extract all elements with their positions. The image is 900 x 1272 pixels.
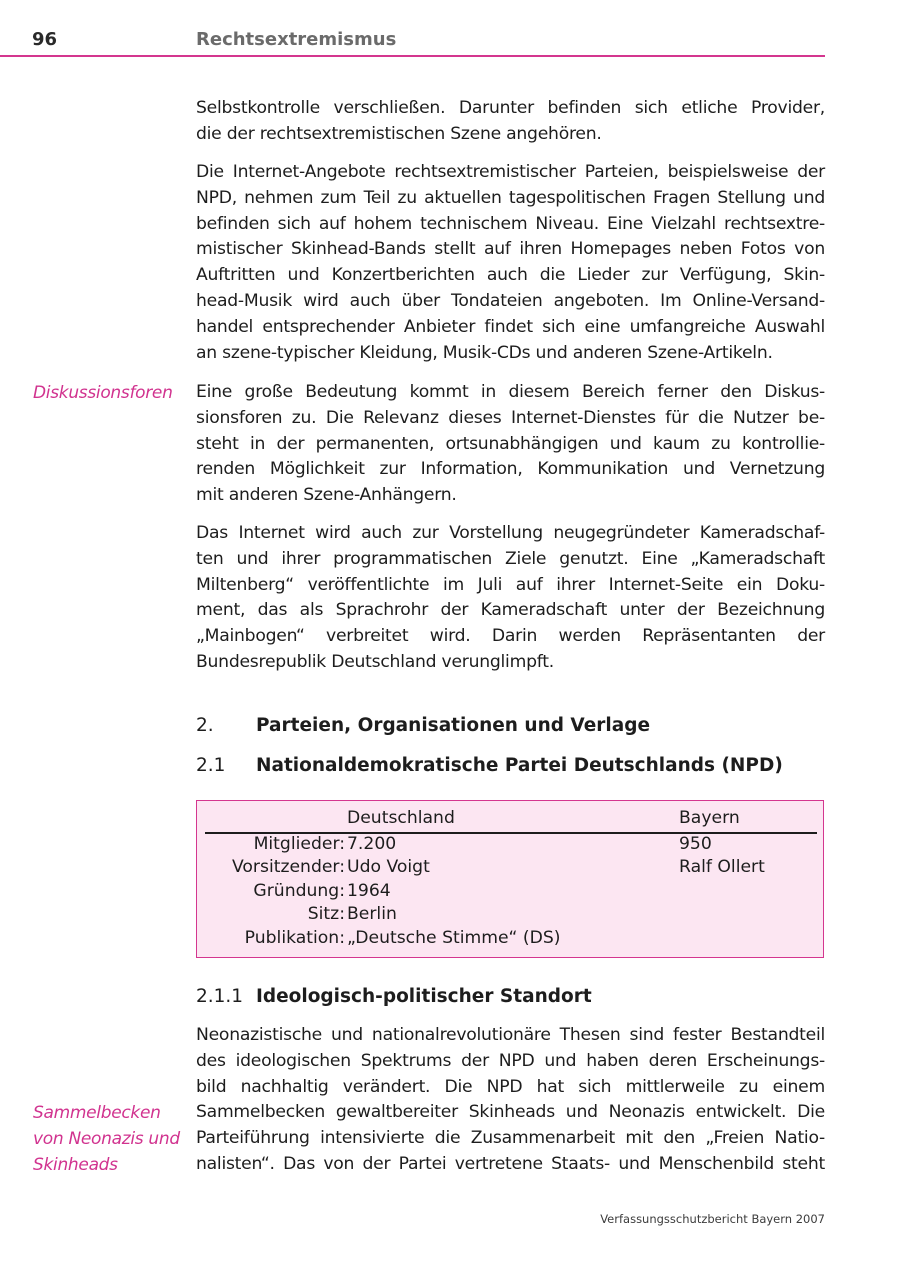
text-line: NPD, nehmen zum Teil zu aktuellen tagespolitischen Fragen Stellung und — [196, 187, 825, 208]
paragraph-2 — [196, 160, 825, 366]
running-head: Rechtsextremismus — [196, 29, 397, 50]
text-line: befinden sich auf hohem technischem Niveau. Eine Vielzahl rechtsextre- — [196, 213, 825, 234]
header-rule — [0, 55, 825, 57]
row-label: Publikation: — [244, 928, 345, 948]
section-heading-2 — [196, 715, 650, 736]
page-footer: Verfassungsschutzbericht Bayern 2007 — [600, 1212, 825, 1226]
value-bayern: Ralf Ollert — [679, 857, 765, 877]
text-line: handel entsprechender Anbieter findet sich eine umfangreiche Auswahl — [196, 316, 825, 337]
text-line: die der rechtsextremistischen Szene angehören. — [196, 123, 602, 144]
margin-note-line: Skinheads — [33, 1155, 118, 1175]
column-header-deutschland: Deutschland — [347, 808, 455, 828]
text-line: Das Internet wird auch zur Vorstellung neugegründeter Kameradschaf- — [196, 523, 825, 543]
text-line: Selbstkontrolle verschließen. Darunter befinden sich etliche Provider, — [196, 98, 825, 118]
text-line: „Mainbogen“ verbreitet wird. Darin werden Repräsentanten der — [196, 626, 825, 647]
section-title: Ideologisch-politischer Standort — [256, 986, 592, 1007]
margin-note-line: von Neonazis und — [33, 1129, 180, 1149]
text-line: bild nachhaltig verändert. Die NPD hat sich mittlerweile zu einem — [196, 1076, 825, 1097]
facts-row-mitglieder — [197, 834, 823, 858]
paragraph-3 — [196, 380, 825, 509]
value-deutschland: Udo Voigt — [347, 857, 430, 877]
facts-row-sitz — [197, 904, 823, 928]
text-line: Auftritten und Konzertberichten auch die Lieder zur Verfügung, Skin- — [196, 265, 825, 286]
facts-row-publikation — [197, 928, 823, 952]
section-number: 2.1.1 — [196, 986, 244, 1007]
facts-row-gruendung — [197, 881, 823, 905]
text-line: nalisten“. Das von der Partei vertretene Staats- und Menschenbild steht — [196, 1153, 825, 1174]
row-label: Mitglieder: — [253, 834, 345, 854]
text-line: Neonazistische und nationalrevolutionäre Thesen sind fester Bestandteil — [196, 1025, 825, 1045]
paragraph-4 — [196, 521, 825, 676]
text-line: Die Internet-Angebote rechtsextremistischer Parteien, beispielsweise der — [196, 162, 825, 182]
margin-note-sammelbecken — [33, 1100, 193, 1178]
margin-note-diskussionsforen: Diskussionsforen — [33, 383, 173, 403]
text-line: head-Musik wird auch über Tondateien angeboten. Im Online-Versand- — [196, 290, 825, 311]
section-number: 2.1 — [196, 755, 226, 776]
text-line: mit anderen Szene-Anhängern. — [196, 485, 457, 506]
section-heading-2-1-1 — [196, 986, 592, 1007]
section-title: Nationaldemokratische Partei Deutschlands (NPD) — [256, 755, 783, 776]
margin-note-line: Sammelbecken — [33, 1103, 161, 1123]
row-label: Vorsitzender: — [231, 857, 345, 877]
text-line: mistischer Skinhead-Bands stellt auf ihren Homepages neben Fotos von — [196, 239, 825, 260]
text-line: renden Möglichkeit zur Information, Kommunikation und Vernetzung — [196, 459, 825, 480]
text-line: Miltenberg“ veröffentlichte im Juli auf ihrer Internet-Seite ein Doku- — [196, 574, 825, 595]
section-heading-2-1 — [196, 755, 783, 776]
value-bayern: 950 — [679, 834, 712, 854]
paragraph-5 — [196, 1023, 825, 1178]
page-number: 96 — [32, 29, 58, 50]
text-line: Bundesrepublik Deutschland verunglimpft. — [196, 651, 554, 672]
text-line: an szene-typischer Kleidung, Musik-CDs und anderen Szene-Artikeln. — [196, 342, 773, 363]
text-line: Parteiführung intensivierte die Zusammenarbeit mit den „Freien Natio- — [196, 1128, 825, 1149]
value-deutschland: 1964 — [347, 881, 391, 901]
row-label: Sitz: — [307, 904, 345, 924]
text-line: Eine große Bedeutung kommt in diesem Bereich ferner den Diskus- — [196, 382, 825, 402]
value-deutschland: 7.200 — [347, 834, 397, 854]
text-line: ten und ihrer programmatischen Ziele genutzt. Eine „Kameradschaft — [196, 548, 825, 569]
value-deutschland: „Deutsche Stimme“ (DS) — [347, 928, 561, 948]
section-title: Parteien, Organisationen und Verlage — [256, 715, 651, 736]
facts-row-vorsitzender — [197, 857, 823, 881]
text-line: sionsforen zu. Die Relevanz dieses Internet-Dienstes für die Nutzer be- — [196, 407, 825, 428]
column-header-bayern: Bayern — [679, 808, 740, 828]
text-line: des ideologischen Spektrums der NPD und haben deren Erscheinungs- — [196, 1050, 825, 1071]
text-line: steht in der permanenten, ortsunabhängigen und kaum zu kontrollie- — [196, 433, 825, 454]
value-deutschland: Berlin — [347, 904, 397, 924]
text-line: Sammelbecken gewaltbereiter Skinheads und Neonazis entwickelt. Die — [196, 1102, 825, 1123]
npd-facts-box — [196, 800, 824, 958]
row-label: Gründung: — [253, 881, 345, 901]
paragraph-1 — [196, 96, 825, 148]
section-number: 2. — [196, 715, 214, 736]
text-line: ment, das als Sprachrohr der Kameradschaft unter der Bezeichnung — [196, 600, 825, 621]
